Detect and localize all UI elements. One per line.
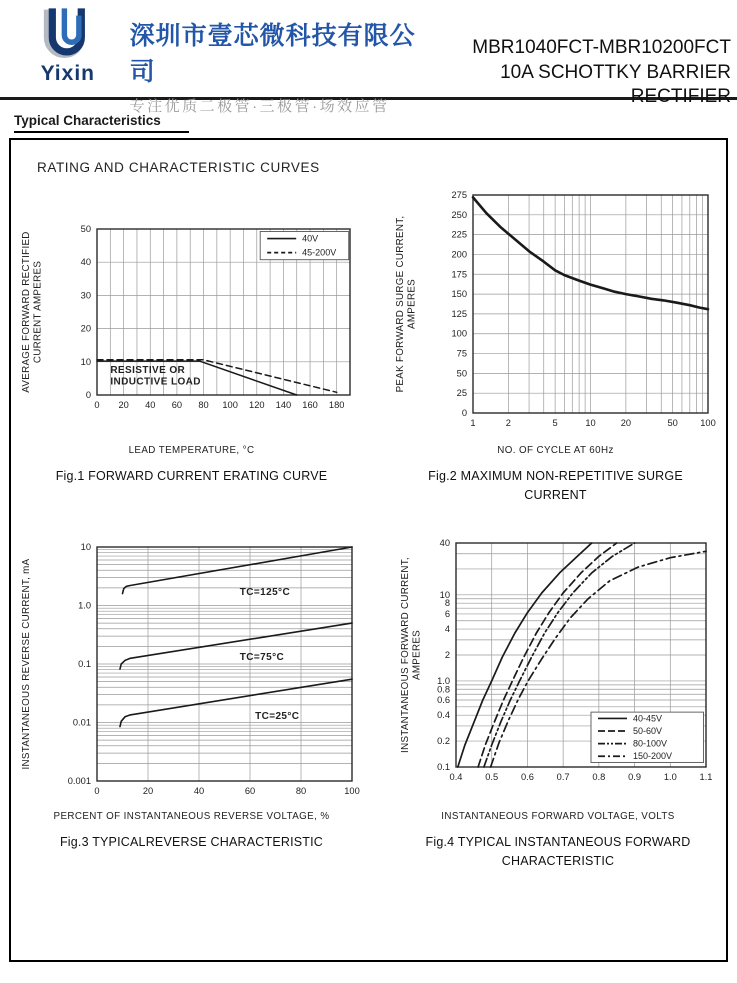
yixin-logo — [14, 6, 122, 86]
svg-text:80-100V: 80-100V — [633, 738, 668, 749]
svg-text:50-60V: 50-60V — [633, 726, 663, 737]
figure-row-2 — [11, 533, 726, 873]
svg-text:45-200V: 45-200V — [302, 247, 337, 258]
svg-text:275: 275 — [451, 190, 467, 200]
svg-text:1.0: 1.0 — [78, 600, 91, 611]
svg-text:40-45V: 40-45V — [633, 713, 663, 724]
svg-text:INDUCTIVE LOAD: INDUCTIVE LOAD — [110, 376, 201, 388]
svg-text:140: 140 — [275, 400, 292, 410]
fig3-xlabel: PERCENT OF INSTANTANEOUS REVERSE VOLTAGE, % — [53, 811, 330, 822]
fig4-xlabel: INSTANTANEOUS FORWARD VOLTAGE, VOLTS — [441, 811, 675, 822]
svg-text:200: 200 — [451, 249, 467, 260]
company-name: 深圳市壹芯微科技有限公司 — [129, 22, 416, 86]
svg-text:0.2: 0.2 — [437, 736, 450, 747]
fig3-reverse-characteristic-chart — [19, 537, 364, 807]
svg-text:6: 6 — [444, 608, 450, 619]
company-block — [130, 16, 419, 116]
fig4-forward-characteristic-chart — [398, 533, 718, 793]
svg-text:0.4: 0.4 — [437, 710, 450, 721]
svg-text:0: 0 — [94, 786, 100, 796]
svg-text:0.1: 0.1 — [78, 659, 91, 669]
svg-text:10: 10 — [585, 418, 596, 428]
svg-text:180: 180 — [328, 400, 345, 410]
svg-text:150: 150 — [451, 289, 467, 300]
fig2-caption: Fig.2 MAXIMUM NON-REPETITIVE SURGE CURRENT — [428, 469, 683, 503]
svg-text:PEAK FORWARD SURGE CURRENT,: PEAK FORWARD SURGE CURRENT, — [395, 215, 406, 393]
svg-text:AMPERES: AMPERES — [411, 629, 423, 681]
svg-text:150-200V: 150-200V — [633, 751, 673, 762]
svg-text:4: 4 — [444, 624, 450, 635]
figure-row-1 — [11, 187, 726, 507]
svg-text:225: 225 — [451, 229, 467, 240]
svg-text:160: 160 — [302, 400, 318, 410]
svg-text:50: 50 — [80, 224, 91, 234]
section-heading: Typical Characteristics — [14, 113, 189, 133]
svg-text:0.9: 0.9 — [628, 772, 642, 782]
figure-4 — [398, 533, 718, 873]
svg-text:40: 40 — [80, 257, 91, 268]
svg-text:175: 175 — [451, 269, 467, 280]
svg-text:0.4: 0.4 — [449, 772, 463, 782]
svg-text:125: 125 — [451, 308, 467, 319]
svg-text:20: 20 — [80, 323, 91, 334]
fig2-surge-current-chart — [393, 187, 718, 437]
svg-text:60: 60 — [171, 400, 183, 410]
figure-3 — [19, 537, 364, 873]
svg-text:40V: 40V — [302, 233, 319, 244]
svg-text:0.6: 0.6 — [520, 772, 534, 782]
svg-text:100: 100 — [451, 328, 467, 339]
svg-text:30: 30 — [80, 290, 91, 301]
svg-text:20: 20 — [118, 400, 129, 410]
part-block — [419, 36, 731, 110]
svg-text:20: 20 — [142, 786, 154, 796]
svg-text:25: 25 — [456, 388, 467, 399]
svg-text:100: 100 — [344, 786, 360, 796]
part-description: 10A SCHOTTKY BARRIER RECTIFIER — [500, 61, 731, 108]
svg-text:10: 10 — [439, 589, 450, 600]
svg-text:CURRENT AMPERES: CURRENT AMPERES — [32, 260, 44, 364]
svg-text:60: 60 — [244, 786, 256, 796]
box-title: RATING AND CHARACTERISTIC CURVES — [37, 160, 320, 175]
svg-text:1: 1 — [470, 418, 476, 428]
svg-text:8: 8 — [444, 598, 450, 609]
figure-1 — [19, 219, 364, 507]
svg-text:80: 80 — [295, 786, 307, 796]
svg-text:0: 0 — [94, 400, 100, 410]
svg-text:0.1: 0.1 — [437, 762, 450, 772]
svg-text:10: 10 — [80, 356, 91, 367]
svg-text:INSTANTANEOUS REVERSE CURRENT,: INSTANTANEOUS REVERSE CURRENT, mA — [21, 558, 32, 770]
svg-text:TC=125°C: TC=125°C — [239, 587, 291, 599]
svg-text:40: 40 — [193, 786, 205, 796]
part-number: MBR1040FCT-MBR10200FCT — [472, 37, 731, 58]
svg-text:0.7: 0.7 — [556, 772, 570, 782]
svg-text:TC=25°C: TC=25°C — [255, 710, 300, 722]
svg-text:0.8: 0.8 — [592, 772, 606, 782]
svg-text:20: 20 — [620, 418, 632, 428]
curves-box — [9, 138, 728, 962]
company-tagline: 专注优质二极管·三极管·场效应管 — [129, 98, 390, 115]
svg-text:250: 250 — [451, 209, 467, 220]
svg-text:2: 2 — [444, 650, 450, 660]
svg-text:RESISTIVE OR: RESISTIVE OR — [110, 365, 186, 377]
svg-text:100: 100 — [222, 400, 238, 410]
svg-text:1.0: 1.0 — [663, 772, 677, 782]
logo-u-icon — [37, 6, 99, 64]
svg-text:40: 40 — [439, 538, 450, 548]
svg-text:0: 0 — [85, 390, 91, 400]
header — [0, 0, 737, 115]
svg-text:INSTANTANEOUS FORWARD CURRENT,: INSTANTANEOUS FORWARD CURRENT, — [400, 557, 411, 753]
svg-text:10: 10 — [80, 542, 91, 552]
fig1-xlabel: LEAD TEMPERATURE, °C — [128, 445, 255, 456]
fig1-forward-current-derating-chart — [19, 219, 364, 419]
fig3-caption: Fig.3 TYPICALREVERSE CHARACTERISTIC — [59, 835, 324, 849]
svg-text:AVERAGE FORWARD RECTIFIED: AVERAGE FORWARD RECTIFIED — [21, 231, 32, 393]
svg-text:1.1: 1.1 — [699, 772, 713, 782]
svg-text:0: 0 — [461, 408, 467, 418]
logo-text: Yixin — [40, 62, 95, 85]
svg-text:1.0: 1.0 — [437, 675, 450, 686]
svg-text:0.01: 0.01 — [72, 717, 91, 728]
fig4-caption: Fig.4 TYPICAL INSTANTANEOUS FORWARD CHARACTERISTIC — [425, 835, 691, 869]
svg-text:TC=75°C: TC=75°C — [239, 651, 285, 663]
svg-text:75: 75 — [456, 348, 467, 359]
svg-text:100: 100 — [700, 418, 716, 428]
svg-text:AMPERES: AMPERES — [406, 278, 418, 330]
svg-text:2: 2 — [505, 418, 511, 428]
fig1-caption: Fig.1 FORWARD CURRENT ERATING CURVE — [55, 469, 328, 483]
fig2-xlabel: NO. OF CYCLE AT 60Hz — [497, 445, 614, 456]
svg-text:0.6: 0.6 — [437, 695, 450, 706]
svg-text:50: 50 — [667, 418, 678, 428]
svg-text:80: 80 — [198, 400, 209, 410]
svg-text:50: 50 — [456, 368, 467, 379]
svg-text:0.8: 0.8 — [437, 684, 450, 695]
svg-text:120: 120 — [249, 400, 265, 410]
svg-text:40: 40 — [145, 400, 156, 410]
figure-2 — [393, 187, 718, 507]
svg-text:0.001: 0.001 — [67, 776, 91, 786]
svg-text:5: 5 — [552, 418, 558, 428]
svg-text:0.5: 0.5 — [485, 772, 499, 782]
